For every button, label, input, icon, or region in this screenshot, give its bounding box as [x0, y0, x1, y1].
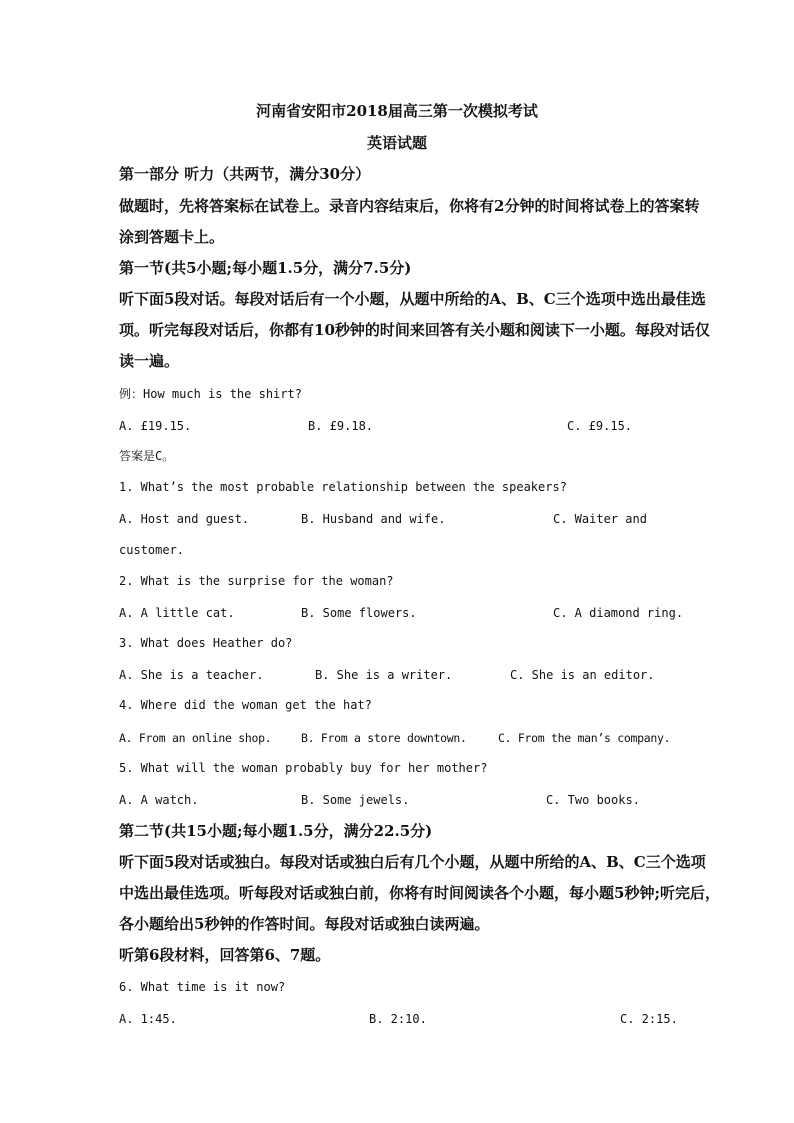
q3-option-c: C. She is an editor.: [510, 668, 655, 682]
example-answer: 答案是C。: [119, 449, 175, 463]
q5-question: 5. What will the woman probably buy for her mother?: [119, 761, 488, 775]
q1-option-c: C. Waiter and: [553, 512, 647, 526]
q2-option-c: C. A diamond ring.: [553, 606, 684, 620]
q1-option-c-continued: customer.: [119, 543, 185, 557]
example-option-c: C. £9.15.: [567, 419, 633, 433]
q6-option-a: A. 1:45.: [119, 1012, 177, 1026]
exam-subtitle: 英语试题: [366, 134, 427, 152]
example-question: 例：How much is the shirt?: [119, 387, 302, 401]
part1-intro-line2: 涂到答题卡上。: [119, 228, 225, 246]
section1-instruction-line2: 项。听完每段对话后，你都有10秒钟的时间来回答有关小题和阅读下一小题。每段对话仅: [119, 321, 710, 339]
q1-question: 1. What’s the most probable relationship between the speakers?: [119, 480, 567, 494]
example-option-b: B. £9.18.: [308, 419, 374, 433]
q5-option-b: B. Some jewels.: [301, 793, 410, 807]
q2-question: 2. What is the surprise for the woman?: [119, 574, 394, 588]
section1-instruction-line1: 听下面5段对话。每段对话后有一个小题，从题中所给的A、B、C三个选项中选出最佳选: [119, 290, 706, 308]
q3-option-b: B. She is a writer.: [315, 668, 453, 682]
q6-option-c: C. 2:15.: [620, 1012, 678, 1026]
example-option-a: A. £19.15.: [119, 419, 192, 433]
section2-instruction-line1: 听下面5段对话或独白。每段对话或独白后有几个小题，从题中所给的A、B、C三个选项: [119, 853, 706, 871]
q5-option-a: A. A watch.: [119, 793, 199, 807]
section2-heading: 第二节(共15小题;每小题1.5分，满分22.5分): [119, 822, 433, 840]
q6-question: 6. What time is it now?: [119, 980, 286, 994]
q5-option-c: C. Two books.: [546, 793, 640, 807]
part1-intro-line1: 做题时，先将答案标在试卷上。录音内容结束后，你将有2分钟的时间将试卷上的答案转: [119, 197, 700, 215]
q3-option-a: A. She is a teacher.: [119, 668, 264, 682]
section2-material-note: 听第6段材料，回答第6、7题。: [119, 946, 331, 964]
q4-option-c: C. From the man’s company.: [498, 731, 671, 745]
q4-option-b: B. From a store downtown.: [301, 731, 467, 745]
section1-heading: 第一节(共5小题;每小题1.5分，满分7.5分): [119, 259, 412, 277]
q2-option-a: A. A little cat.: [119, 606, 235, 620]
section2-instruction-line3: 各小题给出5秒钟的作答时间。每段对话或独白读两遍。: [119, 915, 490, 933]
q6-option-b: B. 2:10.: [369, 1012, 427, 1026]
q4-question: 4. Where did the woman get the hat?: [119, 698, 372, 712]
q4-option-a: A. From an online shop.: [119, 731, 272, 745]
q2-option-b: B. Some flowers.: [301, 606, 417, 620]
section2-instruction-line2: 中选出最佳选项。听每段对话或独白前，你将有时间阅读各个小题，每小题5秒钟;听完后，: [119, 884, 720, 902]
q3-question: 3. What does Heather do?: [119, 636, 293, 650]
section1-instruction-line3: 读一遍。: [119, 352, 180, 370]
exam-title: 河南省安阳市2018届高三第一次模拟考试: [256, 102, 538, 120]
part1-heading: 第一部分 听力（共两节，满分30分）: [119, 165, 371, 183]
q1-option-b: B. Husband and wife.: [301, 512, 446, 526]
q1-option-a: A. Host and guest.: [119, 512, 250, 526]
